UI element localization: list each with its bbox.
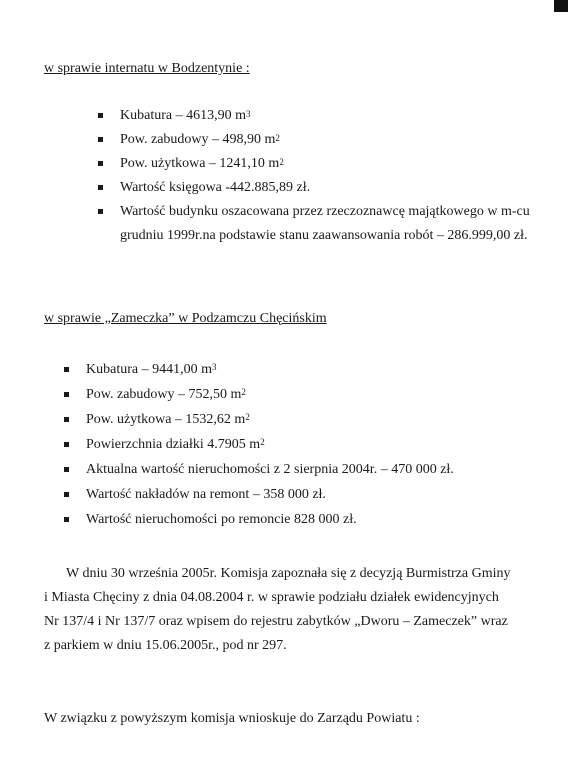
list-item: [62, 357, 522, 382]
unit-exponent: 3: [211, 362, 217, 372]
item-text: Kubatura – 4613,90 m: [120, 108, 246, 123]
unit-exponent: 2: [279, 157, 284, 167]
item-text: Pow. zabudowy – 752,50 m: [86, 387, 242, 402]
item-text: Pow. użytkowa – 1532,62 m: [86, 412, 246, 427]
list-item: [62, 457, 522, 482]
zameczek-details-list: [62, 357, 522, 532]
list-item: [96, 176, 536, 200]
item-text: Wartość księgowa -442.885,89 zł.: [120, 180, 311, 195]
item-text: Wartość nakładów na remont – 358 000 zł.: [86, 487, 326, 502]
item-text: Pow. użytkowa – 1241,10 m: [120, 156, 280, 171]
commission-paragraph: W dniu 30 września 2005r. Komisja zapoznała się z decyzją Burmistrza Gminy i Miasta Chęciny z dnia 04.08.2004 r. w sprawie podziału działek ewidencyjnych Nr 137/4 i Nr 137/7 oraz wpisem do rejestru zabytków „Dworu – Zameczek” wraz z parkiem w dniu 15.06.2005r., pod nr 297.: [44, 566, 511, 653]
section-heading-internat: w sprawie internatu w Bodzentynie :: [44, 61, 250, 76]
item-text: Pow. zabudowy – 498,90 m: [120, 132, 276, 147]
internat-details-list: [96, 104, 536, 248]
list-item: [96, 104, 536, 128]
section-heading-zameczek: w sprawie „Zameczka” w Podzamczu Chęcińskim: [44, 311, 327, 326]
unit-exponent: 2: [241, 387, 246, 397]
list-item: [62, 407, 522, 432]
list-item: [96, 200, 530, 248]
unit-exponent: 2: [245, 412, 250, 422]
list-item: [96, 128, 536, 152]
scan-corner-mark: [554, 0, 568, 12]
list-item: [62, 432, 522, 457]
unit-exponent: 2: [260, 437, 265, 447]
list-item: [62, 382, 522, 407]
list-item: [62, 482, 522, 507]
closing-line: W związku z powyższym komisja wnioskuje do Zarządu Powiatu :: [44, 711, 420, 726]
item-text: Powierzchnia działki 4.7905 m: [86, 437, 261, 452]
item-text: Wartość budynku oszacowana przez rzeczoznawcę majątkowego w m-cu grudniu 1999r.na podstawie stanu zaawansowania robót – 286.999,00 zł.: [120, 204, 530, 243]
unit-exponent: 2: [275, 133, 280, 143]
item-text: Aktualna wartość nieruchomości z 2 sierpnia 2004r. – 470 000 zł.: [86, 462, 454, 477]
list-item: [96, 152, 536, 176]
item-text: Wartość nieruchomości po remoncie 828 000 zł.: [86, 512, 357, 527]
list-item: [62, 507, 522, 532]
unit-exponent: 3: [245, 109, 251, 119]
item-text: Kubatura – 9441,00 m: [86, 362, 212, 377]
